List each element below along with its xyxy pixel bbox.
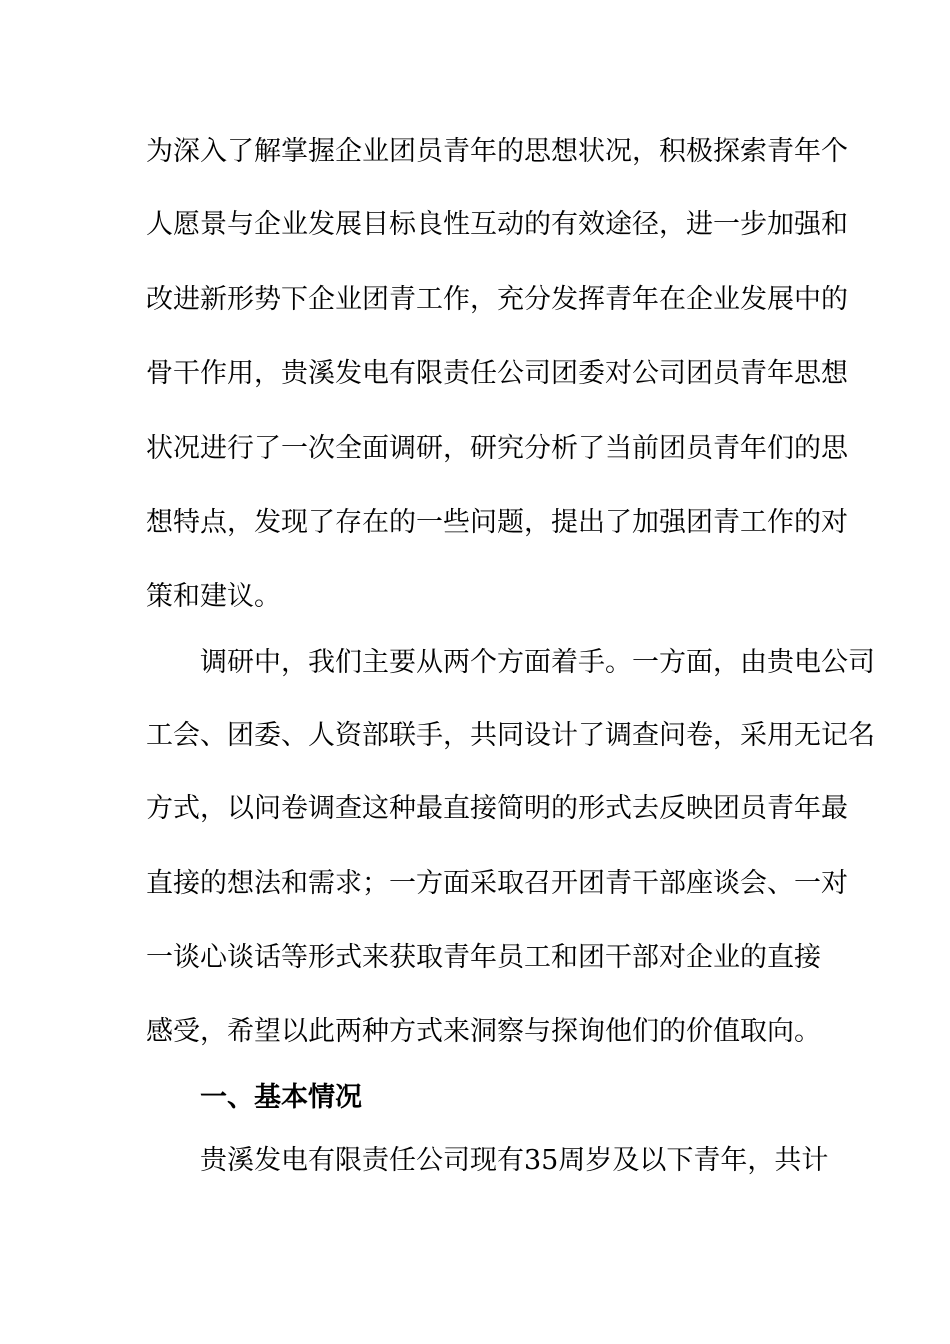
- section-heading: 一、基本情况: [200, 1082, 362, 1113]
- paragraph-1-line-3: 改进新形势下企业团青工作，充分发挥青年在企业发展中的: [146, 284, 848, 315]
- paragraph-2-line-3: 方式，以问卷调查这种最直接简明的形式去反映团员青年最: [146, 793, 848, 824]
- paragraph-1-line-1: 为深入了解掌握企业团员青年的思想状况，积极探索青年个: [146, 136, 848, 167]
- paragraph-1-line-4: 骨干作用，贵溪发电有限责任公司团委对公司团员青年思想: [146, 358, 848, 389]
- paragraph-1-line-2: 人愿景与企业发展目标良性互动的有效途径，进一步加强和: [146, 209, 848, 240]
- paragraph-2-line-6: 感受，希望以此两种方式来洞察与探询他们的价值取向。: [146, 1016, 821, 1047]
- paragraph-1-line-5: 状况进行了一次全面调研，研究分析了当前团员青年们的思: [146, 433, 848, 464]
- paragraph-1-line-6: 想特点，发现了存在的一些问题，提出了加强团青工作的对: [146, 507, 848, 538]
- paragraph-2-line-5: 一谈心谈话等形式来获取青年员工和团干部对企业的直接: [146, 942, 821, 973]
- paragraph-1-line-7: 策和建议。: [146, 581, 281, 612]
- paragraph-2-line-4: 直接的想法和需求；一方面采取召开团青干部座谈会、一对: [146, 868, 848, 899]
- paragraph-2-line-2: 工会、团委、人资部联手，共同设计了调查问卷，采用无记名: [146, 720, 875, 751]
- paragraph-3-line-1: 贵溪发电有限责任公司现有35周岁及以下青年，共计: [200, 1145, 829, 1176]
- paragraph-2-line-1: 调研中，我们主要从两个方面着手。一方面，由贵电公司: [200, 647, 875, 678]
